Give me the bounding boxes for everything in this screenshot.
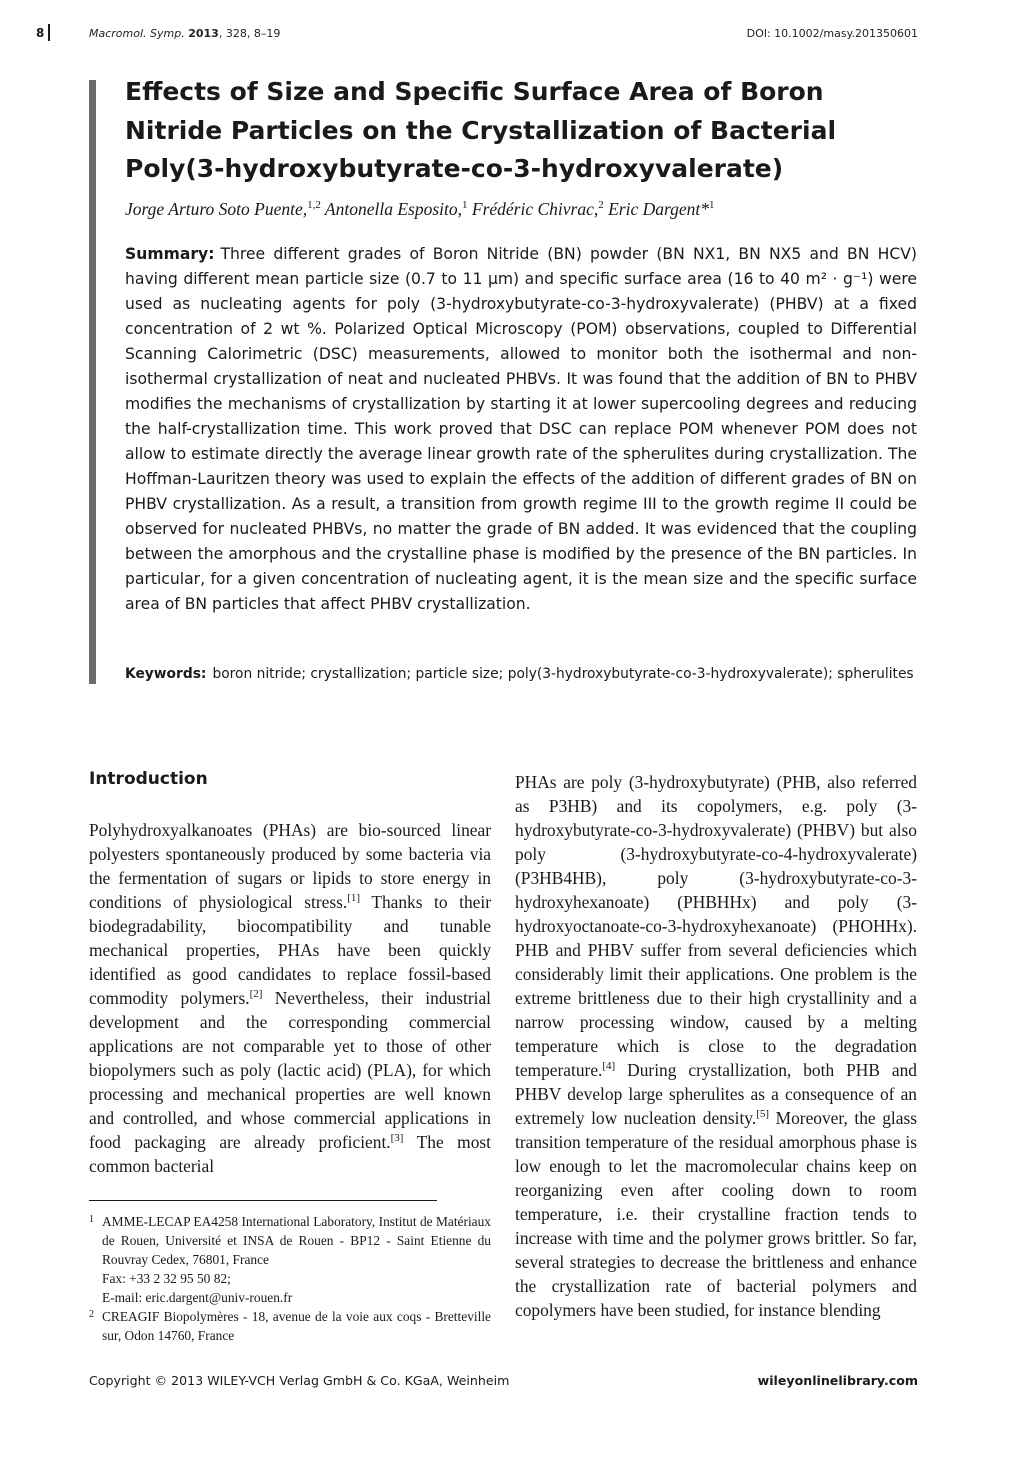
- keywords-text: boron nitride; crystallization; particle size; poly(3-hydroxybutyrate-co-3-hydroxyvalerate); spherulites: [212, 666, 914, 682]
- citation-ref[interactable]: [5]: [756, 1108, 770, 1121]
- paragraph-text: During crystallization, both PHB and PHBV develop large spherulites as a consequence of an extremely low nucleation density.: [515, 1060, 917, 1128]
- author-name[interactable]: Antonella Esposito,: [324, 199, 462, 219]
- footnote-line: CREAGIF Biopolymères - 18, avenue de la voie aux coqs - Bretteville sur, Odon 14760, France: [102, 1309, 491, 1343]
- paragraph-text: Thanks to their biodegradability, biocompatibility and tunable mechanical properties, PHAs have been quickly identified as good candidates to replace fossil-based commodity polymers.: [89, 892, 491, 1008]
- keywords-label: Keywords:: [125, 666, 207, 682]
- footnote-line: AMME-LECAP EA4258 International Laboratory, Institut de Matériaux de Rouen, Université et INSA de Rouen - BP12 - Saint Etienne du Rouvray Cedex, 76801, France: [102, 1214, 491, 1267]
- footnote-affiliation-2: [89, 1307, 491, 1345]
- summary-label: Summary:: [125, 245, 215, 263]
- footnotes: [89, 1212, 491, 1345]
- copyright-notice: Copyright © 2013 WILEY-VCH Verlag GmbH & Co. KGaA, Weinheim: [89, 1373, 510, 1388]
- footnote-mark: 1: [89, 1214, 94, 1225]
- journal-pages: , 328, 8–19: [218, 27, 281, 40]
- citation-ref[interactable]: [4]: [602, 1060, 616, 1073]
- abstract-summary: [125, 242, 917, 617]
- publisher-website-link[interactable]: wileyonlinelibrary.com: [757, 1373, 918, 1388]
- paragraph-text: Nevertheless, their industrial development and the corresponding commercial applications are not comparable yet to those of other biopolymers such as poly (lactic acid) (PLA), for which processing and mechanical properties are well known and controlled, and whose commercial applications in food packaging are already proficient.: [89, 988, 491, 1152]
- body-column-left: [89, 818, 491, 1178]
- citation-ref[interactable]: [2]: [249, 988, 263, 1001]
- author-name[interactable]: Jorge Arturo Soto Puente,: [125, 199, 308, 219]
- keywords: [125, 666, 925, 682]
- footnote-affiliation-1: [89, 1212, 491, 1307]
- footnote-mark: 2: [89, 1309, 94, 1320]
- paragraph-text: Polyhydroxyalkanoates (PHAs) are bio-sourced linear polyesters spontaneously produced by some bacteria via the fermentation of sugars or lipids to store energy in conditions of physiological stress.: [89, 820, 491, 912]
- summary-text: Three different grades of Boron Nitride (BN) powder (BN NX1, BN NX5 and BN HCV) having different mean particle size (0.7 to 11 μm) and specific surface area (16 to 40 m² · g⁻¹) were used as nucleating agents for poly (3-hydroxybutyrate-co-3-hydroxyvalerate) (PHBV) at a fixed concentration of 2 wt %. Polarized Optical Microscopy (POM) observations, coupled to Differential Scanning Calorimetric (DSC) measurements, allowed to monitor both the isothermal and non-isothermal crystallization of neat and nucleated PHBVs. It was found that the addition of BN to PHBV modifies the mechanisms of crystallization by starting it at lower supercooling degrees and reducing the half-crystallization time. This work proved that DSC can replace POM whenever POM does not allow to estimate directly the average linear growth rate of the spherulites during crystallization. The Hoffman-Lauritzen theory was used to explain the effects of the addition of different grades of BN on PHBV crystallization. As a result, a transition from growth regime III to the growth regime II could be observed for nucleated PHBVs, no matter the grade of BN added. It was evidenced that the coupling between the amorphous and the crystalline phase is modified by the presence of the BN particles. In particular, for a given concentration of nucleating agent, it is the mean size and the specific surface area of BN particles that affect PHBV crystallization.: [125, 245, 917, 613]
- body-column-right: [515, 770, 917, 1322]
- citation-ref[interactable]: [1]: [347, 892, 361, 905]
- journal-year: 2013: [188, 27, 219, 40]
- author-list: [125, 199, 925, 220]
- section-heading-introduction: Introduction: [89, 769, 208, 789]
- author-name[interactable]: Frédéric Chivrac,: [471, 199, 599, 219]
- footnote-line: Fax: +33 2 32 95 50 82;: [102, 1271, 231, 1286]
- journal-reference: [89, 27, 280, 40]
- paragraph-text: The most common bacterial: [89, 1132, 491, 1176]
- page-number: 8: [36, 26, 45, 40]
- author-affiliation: 1: [709, 199, 715, 212]
- footnote-divider: [89, 1200, 437, 1201]
- paragraph-text: Moreover, the glass transition temperature of the residual amorphous phase is low enough to let the macromolecular chains keep on reorganizing even after cooling down to room temperature, i.e. their crystalline fraction tends to increase with time and the polymer grows brittler. So far, several strategies to decrease the brittleness and enhance the crystallization rate of bacterial polymers and copolymers have been studied, for instance blending: [515, 1108, 918, 1320]
- doi[interactable]: DOI: 10.1002/masy.201350601: [746, 27, 918, 40]
- citation-ref[interactable]: [3]: [390, 1132, 404, 1145]
- page-number-divider: [48, 24, 50, 41]
- author-name[interactable]: Eric Dargent*: [608, 199, 710, 219]
- abstract-sidebar-bar: [89, 80, 96, 684]
- author-affiliation: 1: [462, 199, 468, 212]
- article-title: Effects of Size and Specific Surface Area of Boron Nitride Particles on the Crystallization of Bacterial Poly(3-hydroxybutyrate-co-3-hydroxyvalerate): [125, 77, 837, 183]
- paragraph-text: PHAs are poly (3-hydroxybutyrate) (PHB, also referred as P3HB) and its copolymers, e.g. poly (3-hydroxybutyrate-co-3-hydroxyvalerate) (PHBV) but also poly (3-hydroxybutyrate-co-4-hydroxyvalerate) (P3HB4HB), poly (3-hydroxybutyrate-co-3-hydroxyhexanoate) (PHBHHx) and poly (3-hydroxyoctanoate-co-3-hydroxyhexanoate) (PHOHHx). PHB and PHBV suffer from several deficiencies which considerably limit their applications. One problem is the extreme brittleness due to their high crystallinity and a narrow processing window, caused by a melting temperature which is close to the degradation temperature.: [515, 772, 917, 1080]
- author-affiliation: 2: [598, 199, 604, 212]
- author-affiliation: 1,2: [307, 199, 321, 212]
- journal-name: Macromol. Symp.: [89, 27, 185, 40]
- footnote-email[interactable]: E-mail: eric.dargent@univ-rouen.fr: [102, 1290, 293, 1305]
